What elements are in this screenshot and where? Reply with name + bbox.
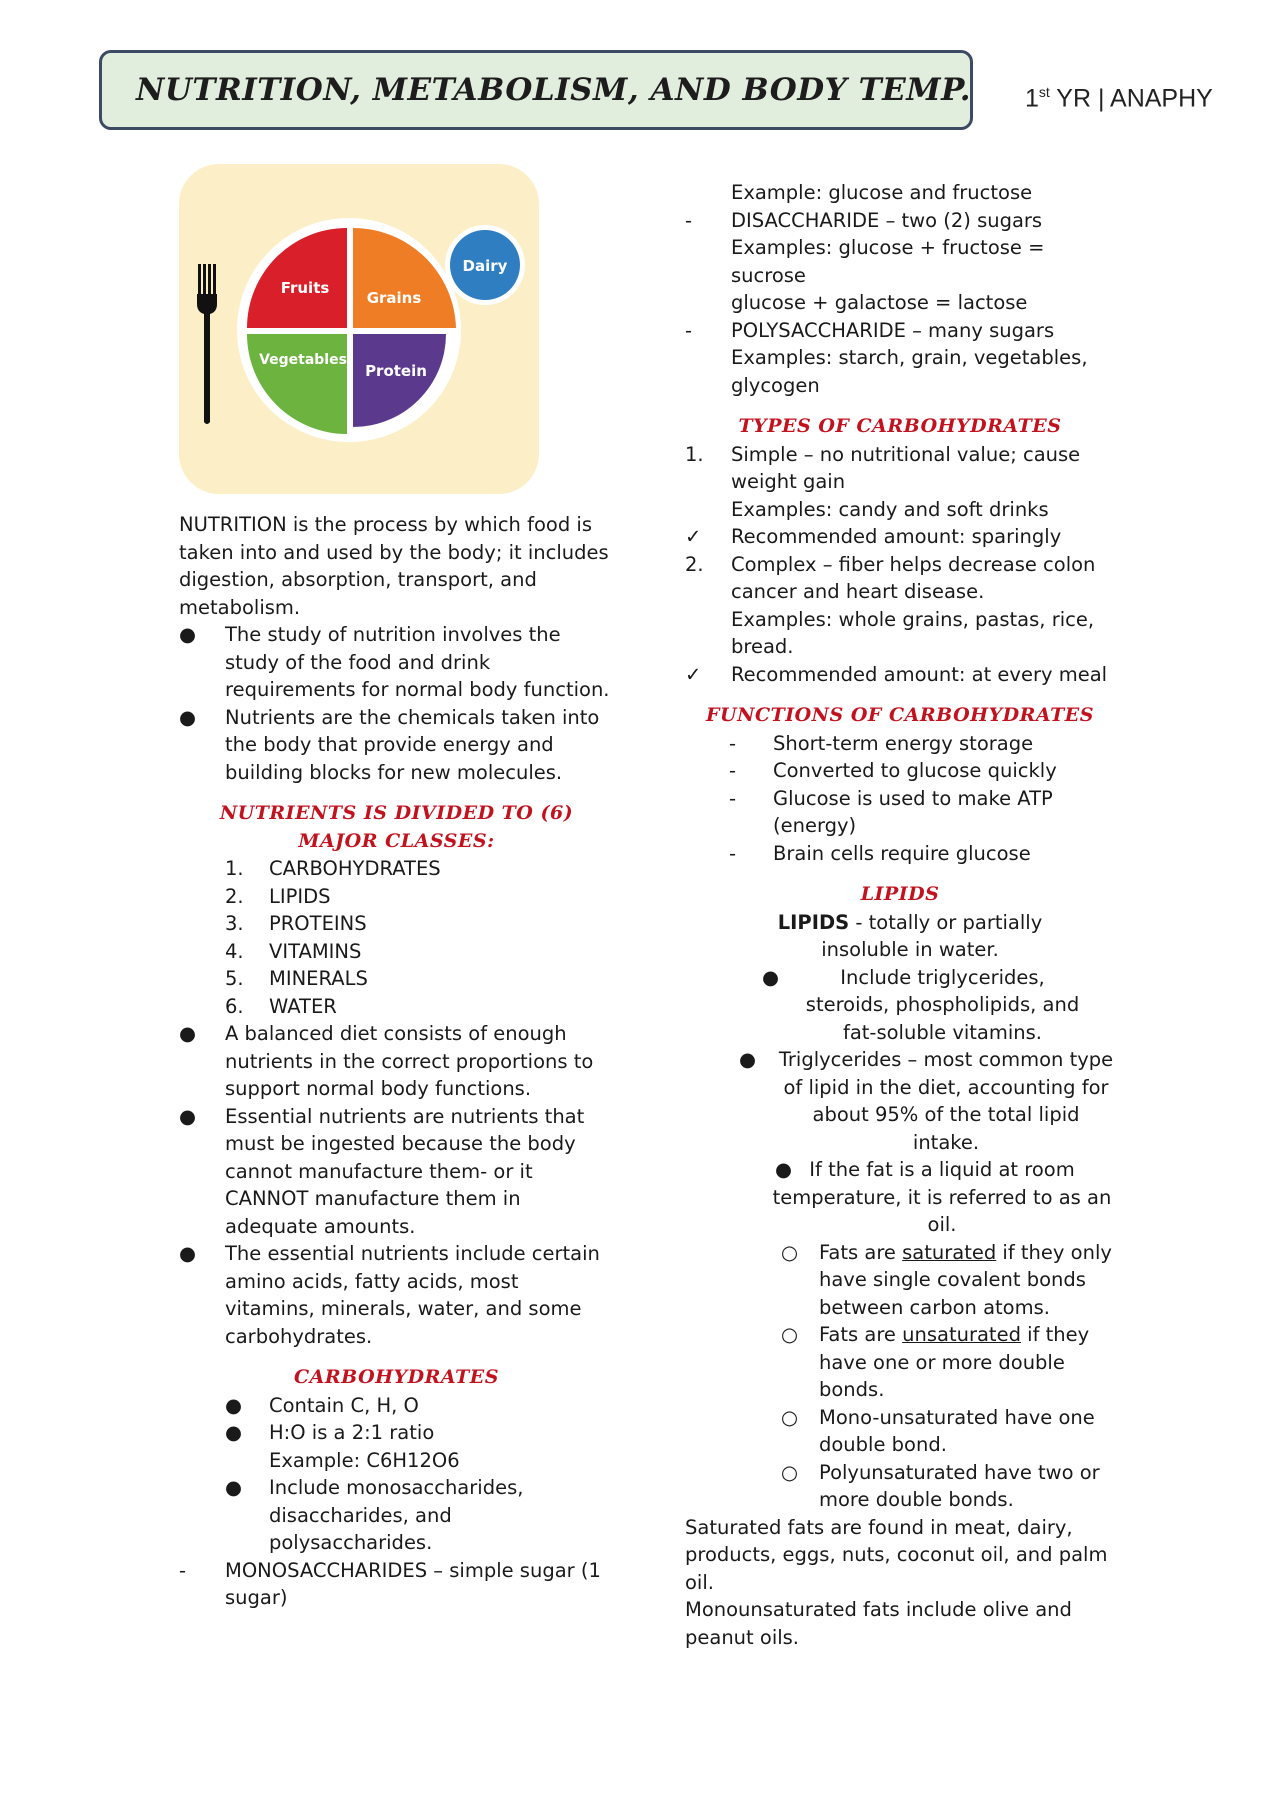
lipids-heading: LIPIDS xyxy=(860,883,940,905)
complex-example: Examples: whole grains, pastas, rice, bread. xyxy=(731,607,1095,658)
circle-bullet-icon: ○ xyxy=(781,1323,799,1346)
grains-segment xyxy=(353,228,456,328)
nutrition-bullets xyxy=(179,621,614,786)
dash-icon: - xyxy=(729,759,737,782)
list-item-text xyxy=(731,551,1115,661)
course-label xyxy=(1025,84,1213,113)
list-item xyxy=(179,1020,614,1103)
bullet-icon: ● xyxy=(762,965,780,989)
list-item-text: The essential nutrients include certain amino acids, fatty acids, most vitamins, minerals, water, and some carbohydrates. xyxy=(225,1242,600,1348)
list-item xyxy=(685,207,1115,317)
unsaturated-prefix: Fats are xyxy=(819,1323,903,1346)
saturated-prefix: Fats are xyxy=(819,1240,903,1264)
list-item-text: Contain C, H, O xyxy=(269,1393,419,1417)
list-item-text xyxy=(269,1419,614,1474)
list-item xyxy=(781,1321,1115,1404)
fat-types-list xyxy=(685,1239,1115,1514)
list-item-text: CARBOHYDRATES xyxy=(269,857,441,880)
list-item xyxy=(685,661,1115,689)
list-number: 5. xyxy=(225,967,244,990)
disaccharide-example-1: Examples: glucose + fructose = sucrose xyxy=(731,236,1045,287)
list-item xyxy=(685,317,1115,400)
list-item xyxy=(179,621,614,704)
list-item xyxy=(179,1240,614,1350)
left-column xyxy=(179,511,614,1612)
course-name: YR | ANAPHY xyxy=(1049,84,1213,113)
list-item xyxy=(179,1557,614,1612)
list-item-text xyxy=(819,1321,1115,1404)
list-item-text: WATER xyxy=(269,994,337,1018)
list-item-text: Triglycerides – most common type of lipid in the diet, accounting for about 95% of the total lipid intake. xyxy=(778,1048,1114,1154)
simple-text: Simple – no nutritional value; cause weight gain xyxy=(731,442,1081,493)
lipids-term: LIPIDS xyxy=(777,910,850,934)
myplate-graphic xyxy=(179,164,539,494)
vegetables-segment xyxy=(247,334,347,434)
bullet-icon: ● xyxy=(225,1476,243,1499)
list-item-text: Recommended amount: sparingly xyxy=(731,525,1062,548)
list-item xyxy=(225,1474,614,1557)
grains-label: Grains xyxy=(366,289,422,307)
unsaturated-suffix: if they have one or more double bonds. xyxy=(819,1323,1090,1401)
list-item-text: If the fat is a liquid at room temperature, it is referred to as an oil. xyxy=(772,1158,1112,1236)
protein-label: Protein xyxy=(365,362,427,380)
unsaturated-term: unsaturated xyxy=(902,1323,1021,1346)
bullet-icon: ● xyxy=(225,1393,243,1417)
lipids-definition-text: - totally or partially insoluble in water. xyxy=(821,910,1043,961)
diet-bullets xyxy=(179,1020,614,1350)
list-item xyxy=(685,523,1115,551)
list-item xyxy=(781,1459,1115,1514)
list-item-text: A balanced diet consists of enough nutrients in the correct proportions to support normal body functions. xyxy=(225,1022,594,1100)
ratio-text: H:O is a 2:1 ratio xyxy=(269,1421,435,1444)
list-item xyxy=(729,785,1115,840)
classes-heading-line2: MAJOR CLASSES: xyxy=(298,829,495,852)
list-item-text: LIPIDS xyxy=(269,884,331,908)
list-item xyxy=(729,730,1115,758)
dash-icon: - xyxy=(685,318,693,342)
check-icon: ✓ xyxy=(685,662,702,686)
plate-rim xyxy=(237,218,461,442)
list-item-text: Polyunsaturated have two or more double bonds. xyxy=(819,1460,1100,1511)
list-item-text: Include monosaccharides, disaccharides, and polysaccharides. xyxy=(269,1476,524,1554)
saturated-sources: Saturated fats are found in meat, dairy, products, eggs, nuts, coconut oil, and palm oil. xyxy=(685,1515,1108,1594)
carbohydrate-bullets xyxy=(179,1392,614,1557)
list-item xyxy=(781,1404,1115,1459)
list-item-text xyxy=(731,207,1115,317)
bullet-icon: ● xyxy=(179,705,197,729)
functions-list xyxy=(685,730,1115,868)
list-item-text: Recommended amount: at every meal xyxy=(731,662,1108,686)
ratio-example: Example: C6H12O6 xyxy=(269,1448,460,1472)
list-item-text: VITAMINS xyxy=(269,939,362,963)
list-item xyxy=(685,179,1115,207)
bullet-icon: ● xyxy=(179,1022,197,1045)
functions-heading: FUNCTIONS OF CARBOHYDRATES xyxy=(706,704,1094,726)
list-item-text: Mono-unsaturated have one double bond. xyxy=(819,1405,1095,1456)
list-item xyxy=(685,551,1115,661)
list-item xyxy=(685,1156,1115,1239)
lipids-definition xyxy=(685,909,1115,964)
complex-text: Complex – fiber helps decrease colon cancer and heart disease. xyxy=(731,552,1096,603)
dash-icon: - xyxy=(729,731,737,755)
classes-list xyxy=(179,855,614,1020)
year-number: 1 xyxy=(1025,84,1039,113)
list-number: 1. xyxy=(225,857,244,880)
myplate-image xyxy=(179,164,539,494)
list-item-text: MONOSACCHARIDES – simple sugar (1 sugar) xyxy=(225,1558,601,1609)
list-item-text xyxy=(819,1239,1115,1322)
list-item-text: Short-term energy storage xyxy=(773,731,1034,755)
document-title: NUTRITION, METABOLISM, AND BODY TEMP. xyxy=(136,72,972,108)
bullet-icon: ● xyxy=(225,1421,243,1444)
polysaccharide-text: POLYSACCHARIDE – many sugars xyxy=(731,318,1055,342)
list-item xyxy=(179,704,614,787)
list-item xyxy=(225,1392,614,1420)
simple-example: Examples: candy and soft drinks xyxy=(731,497,1049,521)
types-heading: TYPES OF CARBOHYDRATES xyxy=(738,415,1062,437)
right-column xyxy=(685,179,1115,1651)
bullet-icon: ● xyxy=(179,1104,197,1128)
dash-icon: - xyxy=(685,208,693,232)
list-number: 2. xyxy=(225,884,244,908)
fruits-segment xyxy=(247,228,347,328)
list-item xyxy=(225,938,614,966)
list-item xyxy=(729,757,1115,785)
bullet-icon: ● xyxy=(775,1158,793,1181)
saturated-term: saturated xyxy=(902,1240,997,1264)
monounsaturated-sources: Monounsaturated fats include olive and peanut oils. xyxy=(685,1598,1072,1649)
list-item-text: Converted to glucose quickly xyxy=(773,759,1057,782)
list-item xyxy=(179,1103,614,1241)
nutrition-definition: NUTRITION is the process by which food is taken into and used by the body; it includes digestion, absorption, transport, and metabolism. xyxy=(179,513,609,619)
dash-icon: - xyxy=(729,786,737,810)
list-number: 4. xyxy=(225,939,244,963)
year-suffix: st xyxy=(1038,84,1050,100)
list-item xyxy=(781,1239,1115,1322)
title-box xyxy=(99,50,973,130)
bullet-icon: ● xyxy=(179,1242,197,1265)
list-item xyxy=(225,910,614,938)
list-item-text: Essential nutrients are nutrients that must be ingested because the body cannot manufacture them- or it CANNOT manufacture them in adequate amounts. xyxy=(225,1104,585,1238)
dairy-label: Dairy xyxy=(462,257,508,275)
list-item xyxy=(225,993,614,1021)
circle-bullet-icon: ○ xyxy=(781,1405,799,1429)
circle-bullet-icon: ○ xyxy=(781,1240,799,1264)
vegetables-label: Vegetables xyxy=(259,352,347,368)
bullet-icon: ● xyxy=(179,623,197,646)
dash-icon: - xyxy=(179,1558,187,1582)
disaccharide-text: DISACCHARIDE – two (2) sugars xyxy=(731,208,1043,232)
list-item xyxy=(685,441,1115,524)
list-item-text: Nutrients are the chemicals taken into the body that provide energy and building blocks for new molecules. xyxy=(225,705,600,784)
dash-icon: - xyxy=(729,841,737,865)
list-item-text: Example: glucose and fructose xyxy=(731,181,1033,204)
list-item xyxy=(685,1046,1115,1156)
circle-bullet-icon: ○ xyxy=(781,1460,799,1484)
list-item xyxy=(225,855,614,883)
list-item xyxy=(685,964,1115,1047)
list-item-text xyxy=(731,317,1115,400)
list-item xyxy=(225,965,614,993)
list-item-text: Brain cells require glucose xyxy=(773,841,1031,865)
saturated-suffix: if they only have single covalent bonds between carbon atoms. xyxy=(819,1240,1112,1319)
list-number: 1. xyxy=(685,442,704,466)
list-item-text: Glucose is used to make ATP (energy) xyxy=(773,786,1053,837)
check-icon: ✓ xyxy=(685,525,702,548)
disaccharide-example-2: glucose + galactose = lactose xyxy=(731,291,1028,314)
list-item xyxy=(729,840,1115,868)
classes-heading-line1: NUTRIENTS IS DIVIDED TO (6) xyxy=(219,802,574,824)
list-item xyxy=(225,1419,614,1474)
protein-segment xyxy=(353,334,446,427)
list-item xyxy=(225,883,614,911)
list-item-text: MINERALS xyxy=(269,967,368,990)
list-item-text: PROTEINS xyxy=(269,912,367,935)
carbohydrates-heading: CARBOHYDRATES xyxy=(294,1366,499,1388)
list-item-text: The study of nutrition involves the study of the food and drink requirements for normal body function. xyxy=(225,623,610,701)
fork-icon xyxy=(197,264,217,424)
list-number: 3. xyxy=(225,912,244,935)
list-item-text: Include triglycerides, steroids, phospholipids, and fat-soluble vitamins. xyxy=(805,965,1080,1044)
bullet-icon: ● xyxy=(739,1048,757,1071)
polysaccharide-example: Examples: starch, grain, vegetables, glycogen xyxy=(731,346,1088,397)
list-item-text xyxy=(731,441,1115,524)
list-number: 6. xyxy=(225,994,244,1018)
fruits-label: Fruits xyxy=(280,279,330,297)
list-number: 2. xyxy=(685,552,704,576)
